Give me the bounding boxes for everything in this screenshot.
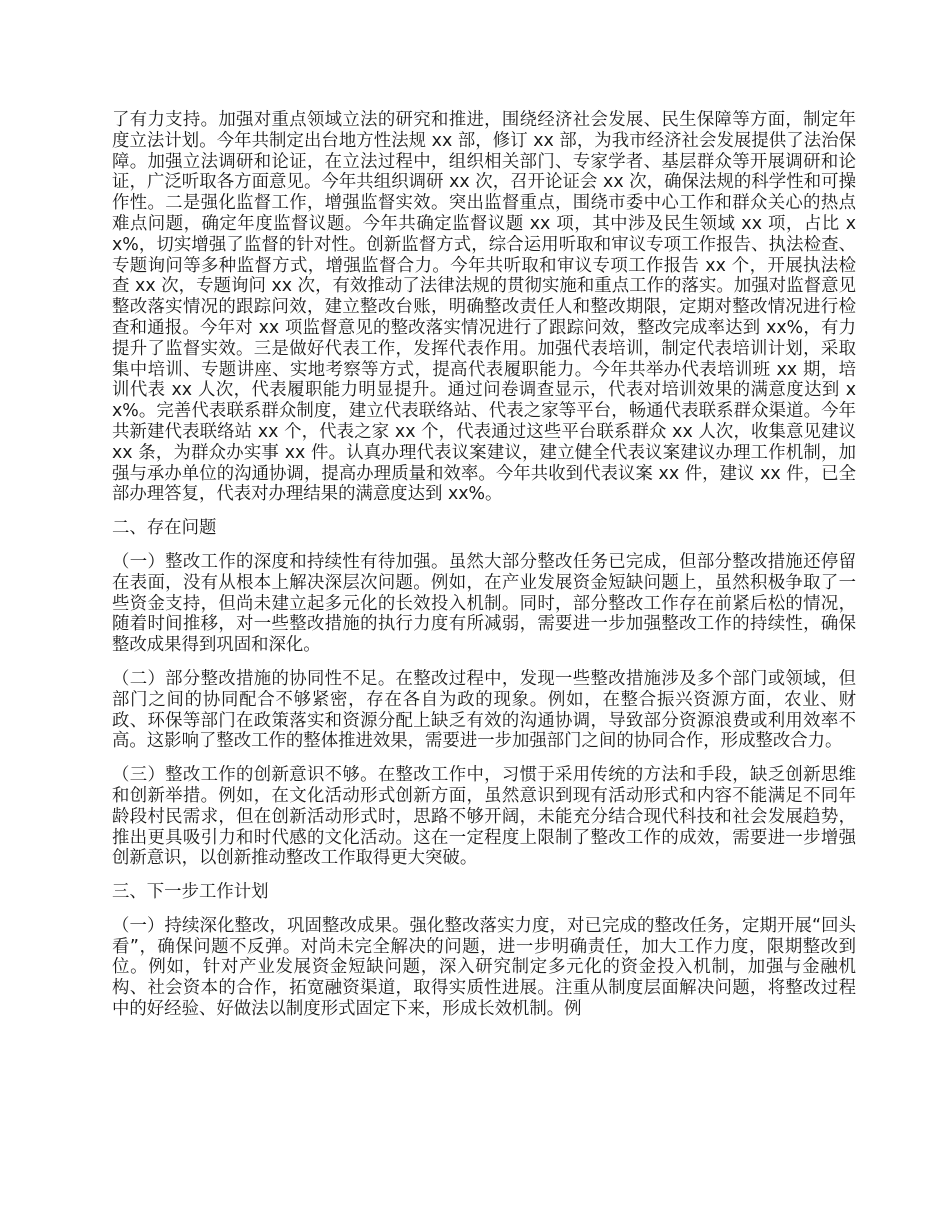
section-heading-problems: 二、存在问题 — [112, 518, 217, 539]
document-body — [112, 110, 856, 1033]
section-heading-next-plan: 三、下一步工作计划 — [112, 882, 269, 903]
paragraph-plan-1: （一）持续深化整改，巩固整改成果。强化整改落实力度，对已完成的整改任务，定期开展“回头看”，确保问题不反弹。对尚未完全解决的问题，进一步明确责任，加大工作力度，限期整改到位。例如，针对产业发展资金短缺问题，深入研究制定多元化的资金投入机制，加强与金融机构、社会资本的合作，拓宽融资渠道，取得实质性进展。注重从制度层面解决问题，将整改过程中的好经验、好做法以制度形式固定下来，形成长效机制。例 — [112, 915, 856, 1020]
paragraph-work-summary: 了有力支持。加强对重点领域立法的研究和推进，围绕经济社会发展、民生保障等方面，制定年度立法计划。今年共制定出台地方性法规 xx 部，修订 xx 部，为我市经济社会发展提供了法治保障。加强立法调研和论证，在立法过程中，组织相关部门、专家学者、基层群众等开展调研和论证，广泛听取各方面意见。今年共组织调研 xx 次，召开论证会 xx 次，确保法规的科学性和可操作性。二是强化监督工作，增强监督实效。突出监督重点，围绕市委中心工作和群众关心的热点难点问题，确定年度监督议题。今年共确定监督议题 xx 项，其中涉及民生领域 xx 项，占比 xx%，切实增强了监督的针对性。创新监督方式，综合运用听取和审议专项工作报告、执法检查、专题询问等多种监督方式，增强监督合力。今年共听取和审议专项工作报告 xx 个，开展执法检查 xx 次，专题询问 xx 次，有效推动了法律法规的贯彻实施和重点工作的落实。加强对监督意见整改落实情况的跟踪问效，建立整改台账，明确整改责任人和整改期限，定期对整改情况进行检查和通报。今年对 xx 项监督意见的整改落实情况进行了跟踪问效，整改完成率达到 xx%，有力提升了监督实效。三是做好代表工作，发挥代表作用。加强代表培训，制定代表培训计划，采取集中培训、专题讲座、实地考察等方式，提高代表履职能力。今年共举办代表培训班 xx 期，培训代表 xx 人次，代表履职能力明显提升。通过问卷调查显示，代表对培训效果的满意度达到 xx%。完善代表联系群众制度，建立代表联络站、代表之家等平台，畅通代表联系群众渠道。今年共新建代表联络站 xx 个，代表之家 xx 个，代表通过这些平台联系群众 xx 人次，收集意见建议 xx 条，为群众办实事 xx 件。认真办理代表议案建议，建立健全代表议案建议办理工作机制，加强与承办单位的沟通协调，提高办理质量和效率。今年共收到代表议案 xx 件，建议 xx 件，已全部办理答复，代表对办理结果的满意度达到 xx%。 — [112, 110, 856, 505]
paragraph-problem-2: （二）部分整改措施的协同性不足。在整改过程中，发现一些整改措施涉及多个部门或领域，但部门之间的协同配合不够紧密，存在各自为政的现象。例如，在整合振兴资源方面，农业、财政、环保等部门在政策落实和资源分配上缺乏有效的沟通协调，导致部分资源浪费或利用效率不高。这影响了整改工作的整体推进效果，需要进一步加强部门之间的协同合作，形成整改合力。 — [112, 668, 856, 752]
paragraph-problem-3: （三）整改工作的创新意识不够。在整改工作中，习惯于采用传统的方法和手段，缺乏创新思维和创新举措。例如，在文化活动形式创新方面，虽然意识到现有活动形式和内容不能满足不同年龄段村民需求，但在创新活动形式时，思路不够开阔，未能充分结合现代科技和社会发展趋势，推出更具吸引力和时代感的文化活动。这在一定程度上限制了整改工作的成效，需要进一步增强创新意识，以创新推动整改工作取得更大突破。 — [112, 765, 856, 869]
paragraph-problem-1: （一）整改工作的深度和持续性有待加强。虽然大部分整改任务已完成，但部分整改措施还停留在表面，没有从根本上解决深层次问题。例如，在产业发展资金短缺问题上，虽然积极争取了一些资金支持，但尚未建立起多元化的长效投入机制。同时，部分整改工作存在前紧后松的情况，随着时间推移，对一些整改措施的执行力度有所减弱，需要进一步加强整改工作的持续性，确保整改成果得到巩固和深化。 — [112, 551, 856, 656]
